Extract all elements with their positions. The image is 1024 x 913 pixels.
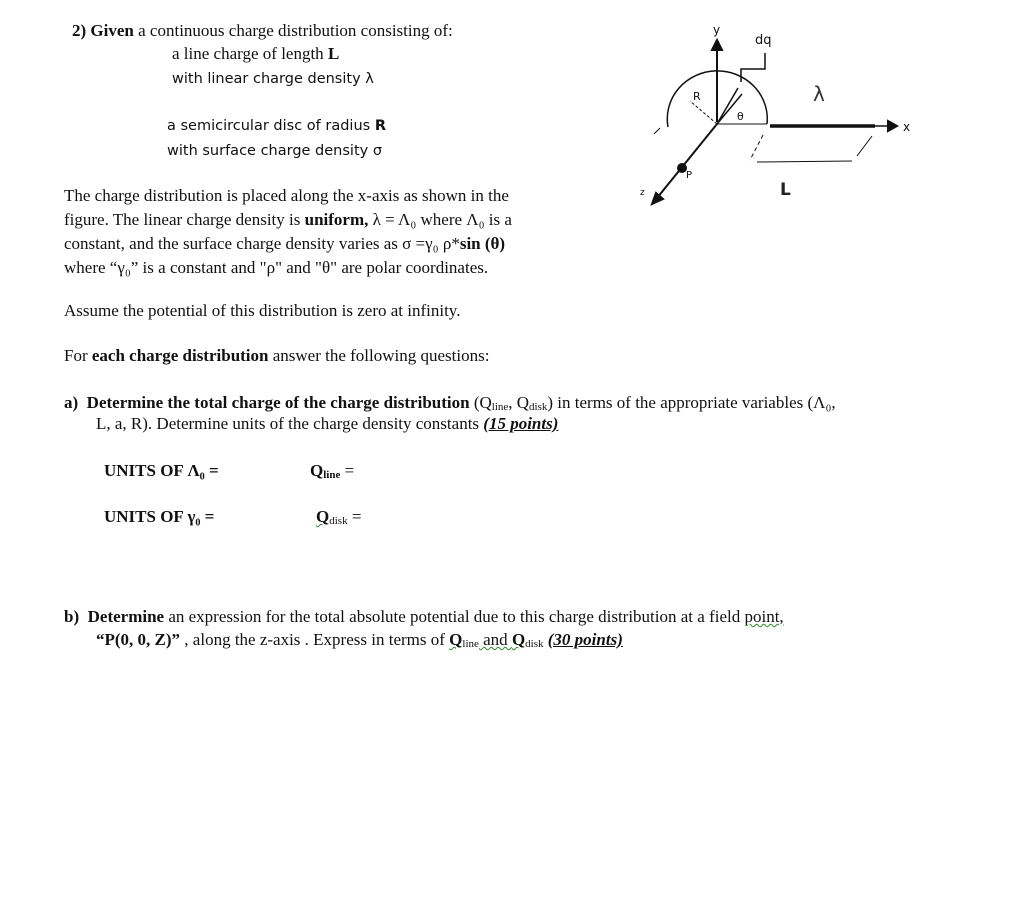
y-axis-arrow-icon [712,40,722,50]
x-axis-arrow-icon [888,121,897,131]
z-axis-arrow-icon [652,193,663,204]
y-label: y [713,23,721,37]
q-disk-label: $Q_{disk}$ = [316,507,362,527]
para3: For each charge distribution answer the following questions: [64,346,490,365]
l-label: L [780,180,791,200]
q-line-label: $Q_{line}$ = [310,461,355,481]
part-a-line2: L, a, R). Determine units of the charge density constants (15 points) [96,414,559,433]
z-label: z [640,188,645,198]
r-label: R [693,90,701,103]
units-lambda-label: UNITS OF Λ₀ = [104,461,219,480]
x-label: x [903,120,911,134]
lambda-label: λ [813,82,825,106]
para2: Assume the potential of this distribution is zero at infinity. [64,301,461,320]
theta-label: θ [737,110,744,123]
line-density-desc: with linear charge density λ [172,71,374,87]
para1-line3: constant, and the surface charge density varies as σ =γ₀ ρ*sin (θ) [64,234,506,253]
line-charge-desc: a line charge of length L [172,44,340,63]
para1-line1: The charge distribution is placed along the x-axis as shown in the [64,186,509,205]
para1-line2: figure. The linear charge density is uniform, λ = Λ₀ where Λ₀ is a [64,210,512,229]
z-axis [657,124,717,198]
point-p [678,164,686,172]
disc-density-desc: with surface charge density σ [167,143,383,159]
part-a-line1: a) Determine the total charge of the charge distribution ($Q_{line}$, $Q_{disk}$) in terms of the appropriate variables (Λ₀, [64,393,836,413]
intro-line: 2) Given a continuous charge distribution consisting of: [72,21,453,40]
disc-desc: a semicircular disc of radius R [167,118,386,134]
dq-label: dq [755,33,772,48]
length-dimension [757,161,852,162]
p-label: P [686,170,693,181]
units-gamma-label: UNITS OF γ₀ = [104,507,215,526]
dq-element [717,88,738,124]
radius-line [690,101,717,124]
part-b-line2: “P(0, 0, Z)” , along the z-axis . Express in terms of $Q_{line}$ and $Q_{disk}$ (30 points) [96,630,623,650]
part-b-line1: b) Determine an expression for the total absolute potential due to this charge distribution at a field point, [64,607,784,626]
para1-line4: where “γ₀” is a constant and "ρ" and "θ" are polar coordinates. [64,258,489,277]
